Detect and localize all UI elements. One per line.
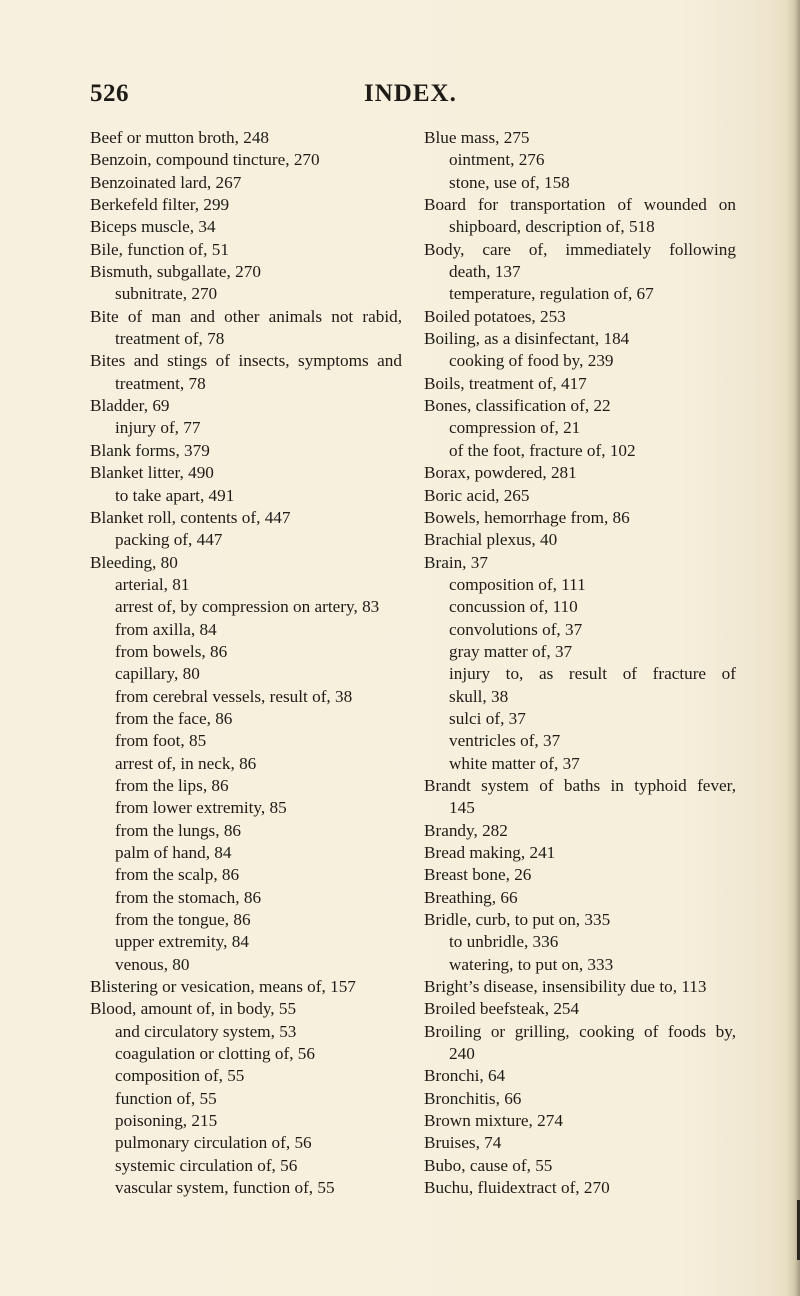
index-column-right bbox=[424, 127, 736, 1200]
index-entry: Blanket litter, 490 bbox=[90, 463, 214, 483]
index-subentry: white matter of, 37 bbox=[449, 753, 580, 773]
index-subentry: function of, 55 bbox=[115, 1088, 217, 1108]
index-subentry: from foot, 85 bbox=[115, 731, 207, 751]
index-subentry: poisoning, 215 bbox=[115, 1111, 218, 1131]
index-entry: Bile, function of, 51 bbox=[90, 239, 229, 259]
index-subentry: injury of, 77 bbox=[115, 418, 201, 438]
index-entry-continuation: 145 bbox=[449, 798, 475, 818]
index-entry: Brandy, 282 bbox=[424, 820, 508, 840]
index-subentry: concussion of, 110 bbox=[449, 597, 578, 617]
index-entry: Broiling or grilling, cooking of foods by, bbox=[424, 1021, 736, 1041]
index-entry: Board for transportation of wounded on bbox=[424, 195, 736, 215]
index-subentry: palm of hand, 84 bbox=[115, 843, 232, 862]
index-entry: Borax, powdered, 281 bbox=[424, 463, 577, 483]
index-subentry: gray matter of, 37 bbox=[449, 641, 573, 661]
index-entry: Beef or mutton broth, 248 bbox=[90, 128, 270, 147]
index-subentry: sulci of, 37 bbox=[449, 708, 526, 728]
index-subentry: arrest of, by compression on artery, 83 bbox=[115, 597, 380, 617]
index-entry: Bismuth, subgallate, 270 bbox=[90, 262, 261, 282]
index-entry-continuation: death, 137 bbox=[449, 262, 521, 282]
page-number: 526 bbox=[90, 80, 129, 107]
index-entry: Boils, treatment of, 417 bbox=[424, 373, 587, 393]
index-entry: Brown mixture, 274 bbox=[424, 1111, 563, 1131]
index-entry: Benzoin, compound tincture, 270 bbox=[90, 150, 320, 170]
index-subentry: from axilla, 84 bbox=[115, 619, 217, 639]
index-entry: Bronchitis, 66 bbox=[424, 1088, 522, 1108]
index-subentry: from lower extremity, 85 bbox=[115, 798, 287, 818]
index-subentry: from the stomach, 86 bbox=[115, 887, 262, 907]
index-subentry: convolutions of, 37 bbox=[449, 619, 583, 639]
index-subentry: subnitrate, 270 bbox=[115, 284, 218, 304]
index-entry: Boiled potatoes, 253 bbox=[424, 306, 566, 326]
index-entry: Blank forms, 379 bbox=[90, 440, 210, 460]
index-entry: Bites and stings of insects, symptoms and bbox=[90, 351, 402, 371]
index-entry: Biceps muscle, 34 bbox=[90, 217, 216, 237]
index-entry: Brain, 37 bbox=[424, 552, 488, 572]
index-subentry: from the face, 86 bbox=[115, 708, 233, 728]
index-subentry: watering, to put on, 333 bbox=[449, 954, 614, 974]
index-subentry: composition of, 111 bbox=[449, 574, 586, 594]
index-entry: Blood, amount of, in body, 55 bbox=[90, 999, 297, 1019]
index-entry: Bubo, cause of, 55 bbox=[424, 1155, 553, 1175]
index-entry: Bread making, 241 bbox=[424, 843, 556, 862]
index-subentry: compression of, 21 bbox=[449, 418, 581, 438]
running-title: INDEX. bbox=[364, 80, 457, 107]
index-subentry: vascular system, function of, 55 bbox=[115, 1178, 335, 1198]
index-subentry: from cerebral vessels, result of, 38 bbox=[115, 686, 353, 706]
index-entry: Buchu, fluidextract of, 270 bbox=[424, 1178, 610, 1198]
index-subentry: packing of, 447 bbox=[115, 530, 223, 550]
index-entry: Breast bone, 26 bbox=[424, 865, 532, 885]
index-entry: Blistering or vesication, means of, 157 bbox=[90, 977, 356, 997]
index-entry: Bite of man and other animals not rabid, bbox=[90, 306, 402, 326]
page-edge-shadow bbox=[786, 0, 800, 1296]
index-entry: Bones, classification of, 22 bbox=[424, 396, 611, 416]
index-entry-continuation: 240 bbox=[449, 1044, 475, 1064]
index-subentry: from bowels, 86 bbox=[115, 641, 228, 661]
index-entry: Blue mass, 275 bbox=[424, 128, 530, 147]
page-header bbox=[0, 80, 800, 120]
index-subentry: composition of, 55 bbox=[115, 1066, 245, 1086]
index-subentry: coagulation or clotting of, 56 bbox=[115, 1044, 315, 1064]
index-entry: Bowels, hemorrhage from, 86 bbox=[424, 507, 630, 527]
index-subentry: to unbridle, 336 bbox=[449, 932, 559, 952]
index-subentry: venous, 80 bbox=[115, 954, 190, 974]
index-subentry: from the scalp, 86 bbox=[115, 865, 240, 885]
index-entry: Bleeding, 80 bbox=[90, 552, 178, 572]
index-subentry: of the foot, fracture of, 102 bbox=[449, 440, 636, 460]
index-entry: Breathing, 66 bbox=[424, 887, 518, 907]
index-column-left bbox=[90, 127, 402, 1200]
index-entry: Broiled beefsteak, 254 bbox=[424, 999, 580, 1019]
index-entry: Berkefeld filter, 299 bbox=[90, 195, 230, 215]
index-subentry: stone, use of, 158 bbox=[449, 172, 570, 192]
index-subentry: pulmonary circulation of, 56 bbox=[115, 1133, 312, 1153]
index-entry: Bridle, curb, to put on, 335 bbox=[424, 910, 611, 930]
index-entry: Bruises, 74 bbox=[424, 1133, 502, 1153]
index-subentry: from the lips, 86 bbox=[115, 775, 229, 795]
index-subentry: temperature, regulation of, 67 bbox=[449, 284, 654, 304]
index-entry-continuation: skull, 38 bbox=[449, 686, 509, 706]
index-entry: Boric acid, 265 bbox=[424, 485, 530, 505]
index-subentry: systemic circulation of, 56 bbox=[115, 1155, 298, 1175]
index-entry: Boiling, as a disinfectant, 184 bbox=[424, 329, 630, 349]
index-entry: Bright’s disease, insensibility due to, 113 bbox=[424, 977, 707, 997]
index-entry: Bronchi, 64 bbox=[424, 1066, 506, 1086]
index-subentry: arterial, 81 bbox=[115, 574, 190, 594]
index-entry: Brachial plexus, 40 bbox=[424, 530, 558, 550]
index-entry: Blanket roll, contents of, 447 bbox=[90, 507, 291, 527]
index-subentry: ventricles of, 37 bbox=[449, 731, 561, 751]
index-subentry: arrest of, in neck, 86 bbox=[115, 753, 257, 773]
index-entry: Benzoinated lard, 267 bbox=[90, 172, 242, 192]
index-subentry: and circulatory system, 53 bbox=[115, 1021, 297, 1041]
index-entry: Bladder, 69 bbox=[90, 396, 170, 416]
index-subentry: injury to, as result of fracture of bbox=[449, 664, 736, 684]
index-entry-continuation: shipboard, description of, 518 bbox=[449, 217, 655, 237]
index-subentry: capillary, 80 bbox=[115, 664, 200, 684]
index-subentry: from the lungs, 86 bbox=[115, 820, 242, 840]
index-subentry: cooking of food by, 239 bbox=[449, 351, 614, 371]
index-entry-continuation: treatment of, 78 bbox=[115, 329, 225, 349]
index-subentry: to take apart, 491 bbox=[115, 485, 235, 505]
index-subentry: ointment, 276 bbox=[449, 150, 545, 170]
index-entry-continuation: treatment, 78 bbox=[115, 373, 206, 393]
index-entry: Brandt system of baths in typhoid fever, bbox=[424, 775, 736, 795]
index-subentry: upper extremity, 84 bbox=[115, 932, 249, 952]
index-subentry: from the tongue, 86 bbox=[115, 910, 251, 930]
index-entry: Body, care of, immediately following bbox=[424, 239, 736, 259]
